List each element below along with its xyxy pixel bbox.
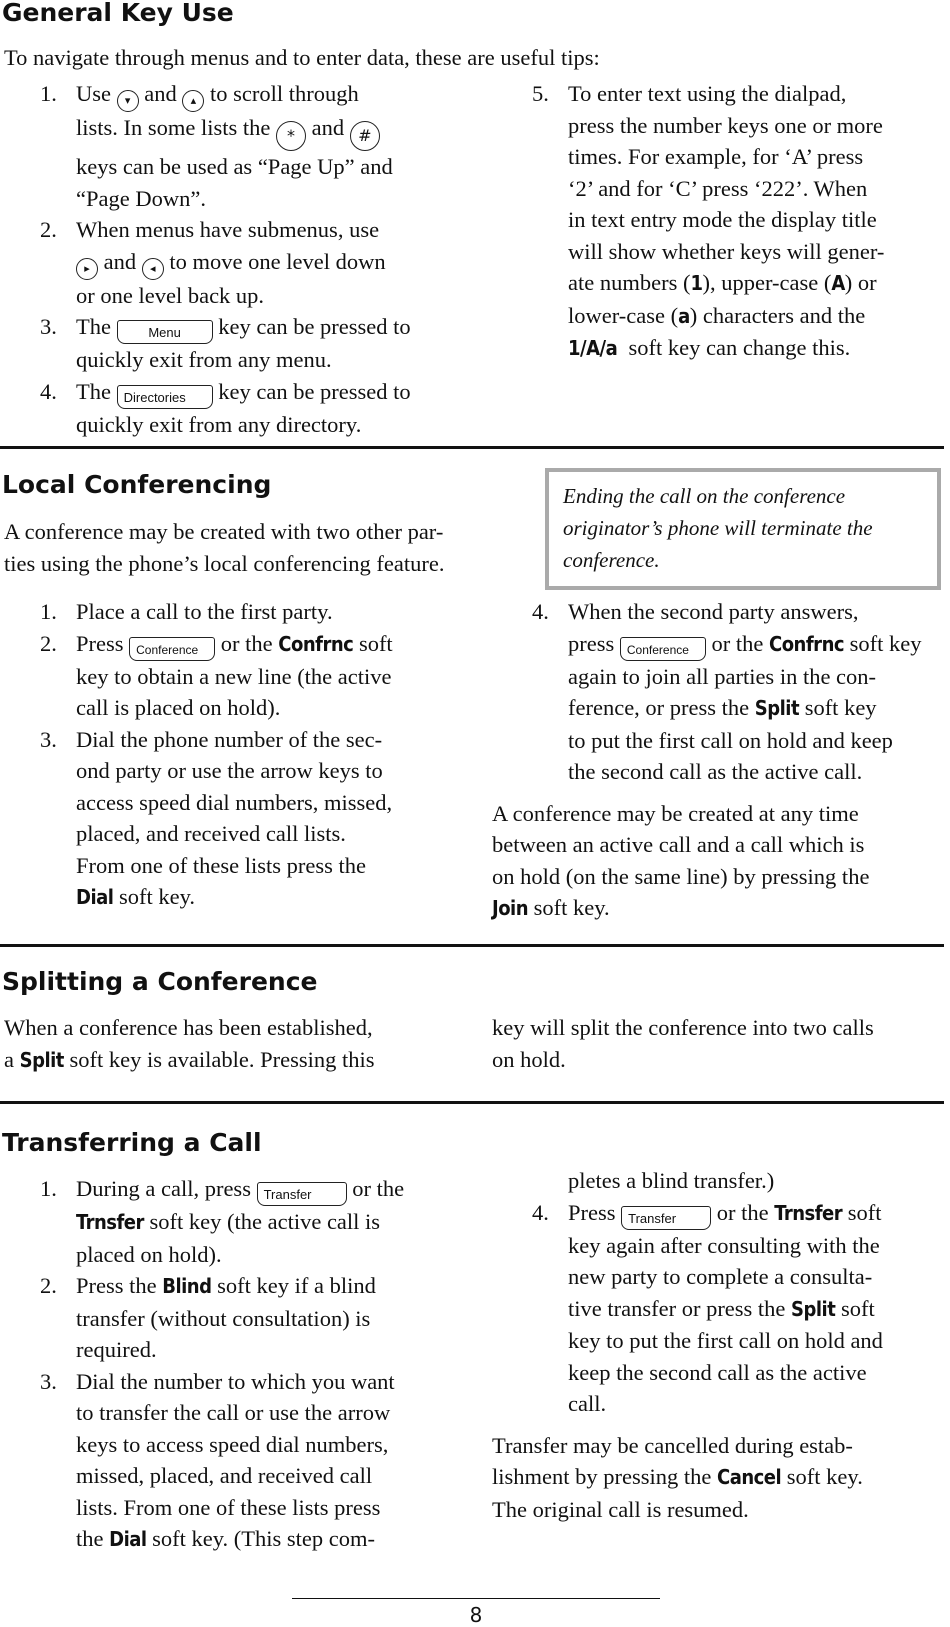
section-divider: [0, 1101, 944, 1104]
section-divider: [0, 944, 944, 947]
star-key-icon: *: [276, 121, 306, 151]
page-number: 8: [292, 1598, 660, 1627]
list-item: 5. To enter text using the dialpad, press the number keys one or more times. For example, for ‘A’ press ‘2’ and for ‘C’ press ‘222’. When in text entry mode the display title will show whether keys will gener- ate numbers (1), upper-case (A) or lower-case (a) characters and the 1/A/a soft key can change this.: [532, 81, 885, 360]
list-item: 4. The Directories key can be pressed to quickly exit from any directory.: [40, 378, 411, 437]
general-intro: To navigate through menus and to enter data, these are useful tips:: [4, 45, 600, 70]
step-continuation: pletes a blind transfer.): [568, 1168, 775, 1193]
section-title-general-key-use: General Key Use: [2, 0, 234, 27]
list-item: 1. Use ▾ and ▴ to scroll through lists. In some lists the * and # keys can be used as “Page Up” and “Page Down”.: [40, 81, 393, 211]
list-item: 1. Place a call to the first party.: [40, 599, 333, 624]
list-item: 4. When the second party answers, press Conference or the Confrnc soft key again to join all parties in the con- ference, or press the Split soft key to put the first call on hold and keep the second call as the active call.: [532, 599, 922, 784]
section-title-transferring: Transferring a Call: [2, 1128, 262, 1157]
local-list-right: [492, 596, 950, 925]
transfer-list-right: [492, 1165, 950, 1525]
local-intro: A conference may be created with two other par- ties using the phone’s local conferencing feature.: [4, 519, 445, 576]
local-list-left: [0, 596, 480, 914]
menu-key-icon: Menu: [117, 320, 213, 344]
transfer-key-icon: Transfer: [257, 1182, 347, 1206]
conference-key-icon: Conference: [129, 637, 215, 661]
note-box: Ending the call on the conference originator’s phone will terminate the conference.: [545, 468, 941, 590]
local-paragraph: A conference may be created at any time between an active call and a call which is on hold (on the same line) by pressing the Join soft key.: [492, 800, 870, 920]
transfer-key-icon: Transfer: [621, 1206, 711, 1230]
left-arrow-key-icon: ◂: [142, 258, 164, 280]
down-arrow-key-icon: ▾: [117, 90, 139, 112]
hash-key-icon: #: [350, 121, 380, 151]
list-item: 2. When menus have submenus, use ▸ and ◂ to move one level down or one level back up.: [40, 217, 386, 308]
general-list-left: [0, 78, 470, 440]
list-item: 3. Dial the number to which you want to transfer the call or use the arrow keys to access speed dial numbers, missed, placed, and received call lists. From one of these lists press the Dial soft key. (This step com-: [40, 1368, 395, 1551]
section-title-local-conferencing: Local Conferencing: [2, 470, 272, 499]
directories-key-icon: Directories: [117, 385, 213, 409]
conference-key-icon: Conference: [620, 637, 706, 661]
list-item: 4. Press Transfer or the Trnsfer soft key again after consulting with the new party to complete a consulta- tive transfer or press the Split soft key to put the first call on hold and keep the second call as the active call.: [532, 1199, 883, 1416]
right-arrow-key-icon: ▸: [76, 258, 98, 280]
transfer-paragraph: Transfer may be cancelled during estab- lishment by pressing the Cancel soft key. The original call is resumed.: [492, 1432, 863, 1522]
list-item: 2. Press Conference or the Confrnc soft key to obtain a new line (the active call is placed on hold).: [40, 630, 393, 720]
up-arrow-key-icon: ▴: [182, 90, 204, 112]
split-left-text: When a conference has been established, a Split soft key is available. Pressing this: [4, 1015, 375, 1072]
transfer-list-left: [0, 1173, 480, 1556]
list-item: 3. The Menu key can be pressed to quickly exit from any menu.: [40, 314, 411, 372]
split-right-text: key will split the conference into two calls on hold.: [492, 1015, 874, 1072]
section-title-splitting: Splitting a Conference: [2, 967, 318, 996]
list-item: 3. Dial the phone number of the sec- ond party or use the arrow keys to access speed dial numbers, missed, placed, and received call lists. From one of these lists press the Dial soft key.: [40, 726, 393, 909]
section-divider: [0, 446, 944, 449]
general-list-right: [492, 78, 950, 365]
list-item: 1. During a call, press Transfer or the Trnsfer soft key (the active call is placed on hold).: [40, 1176, 405, 1267]
list-item: 2. Press the Blind soft key if a blind transfer (without consultation) is required.: [40, 1273, 376, 1362]
